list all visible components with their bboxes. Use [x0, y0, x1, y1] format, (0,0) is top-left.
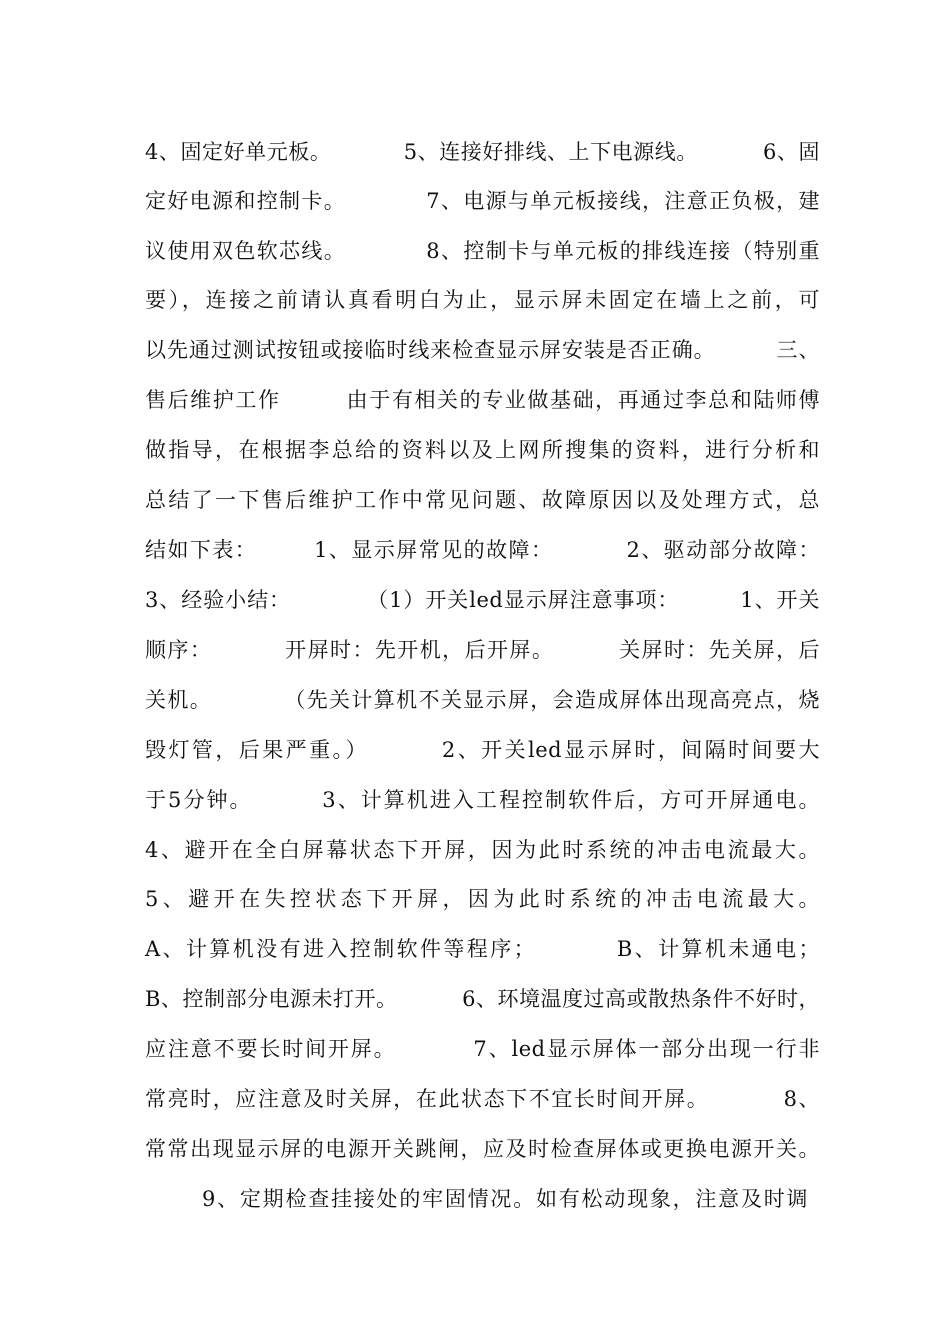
text-line: 3、经验小结： （1）开关led显示屏注意事项： 1、开关 — [145, 588, 820, 612]
text-line: 4、避开在全白屏幕状态下开屏，因为此时系统的冲击电流最大。 — [145, 838, 820, 862]
text-line: 做指导，在根据李总给的资料以及上网所搜集的资料，进行分析和 — [145, 438, 820, 462]
text-line: 毁灯管，后果严重。） 2、开关led显示屏时，间隔时间要大 — [145, 738, 820, 762]
text-line: 顺序： 开屏时：先开机，后开屏。 关屏时：先关屏，后 — [145, 638, 820, 662]
text-line: B、控制部分电源未打开。 6、环境温度过高或散热条件不好时， — [145, 987, 820, 1011]
text-line: 常常出现显示屏的电源开关跳闸，应及时检查屏体或更换电源开关。 — [145, 1137, 820, 1161]
text-line: 5、避开在失控状态下开屏，因为此时系统的冲击电流最大。 — [145, 887, 820, 911]
text-line: 9、定期检查挂接处的牢固情况。如有松动现象，注意及时调 — [202, 1187, 808, 1211]
text-line: 常亮时，应注意及时关屏，在此状态下不宜长时间开屏。 8、 — [145, 1087, 820, 1111]
text-line: 要），连接之前请认真看明白为止，显示屏未固定在墙上之前，可 — [145, 288, 820, 312]
text-line: 定好电源和控制卡。 7、电源与单元板接线，注意正负极，建 — [145, 189, 820, 213]
text-line: A、计算机没有进入控制软件等程序； B、计算机未通电； — [145, 937, 820, 961]
text-line: 应注意不要长时间开屏。 7、led显示屏体一部分出现一行非 — [145, 1037, 820, 1061]
text-line: 结如下表： 1、显示屏常见的故障： 2、驱动部分故障： — [145, 538, 820, 562]
text-line: 总结了一下售后维护工作中常见问题、故障原因以及处理方式，总 — [145, 488, 820, 512]
text-line: 以先通过测试按钮或接临时线来检查显示屏安装是否正确。 三、 — [145, 338, 820, 362]
text-line: 4、固定好单元板。 5、连接好排线、上下电源线。 6、固 — [145, 140, 820, 164]
text-line: 于5分钟。 3、计算机进入工程控制软件后，方可开屏通电。 — [145, 788, 820, 812]
text-line: 售后维护工作 由于有相关的专业做基础，再通过李总和陆师傅 — [145, 388, 820, 412]
text-line: 议使用双色软芯线。 8、控制卡与单元板的排线连接（特别重 — [145, 239, 820, 263]
text-line: 关机。 （先关计算机不关显示屏，会造成屏体出现高亮点，烧 — [145, 688, 820, 712]
